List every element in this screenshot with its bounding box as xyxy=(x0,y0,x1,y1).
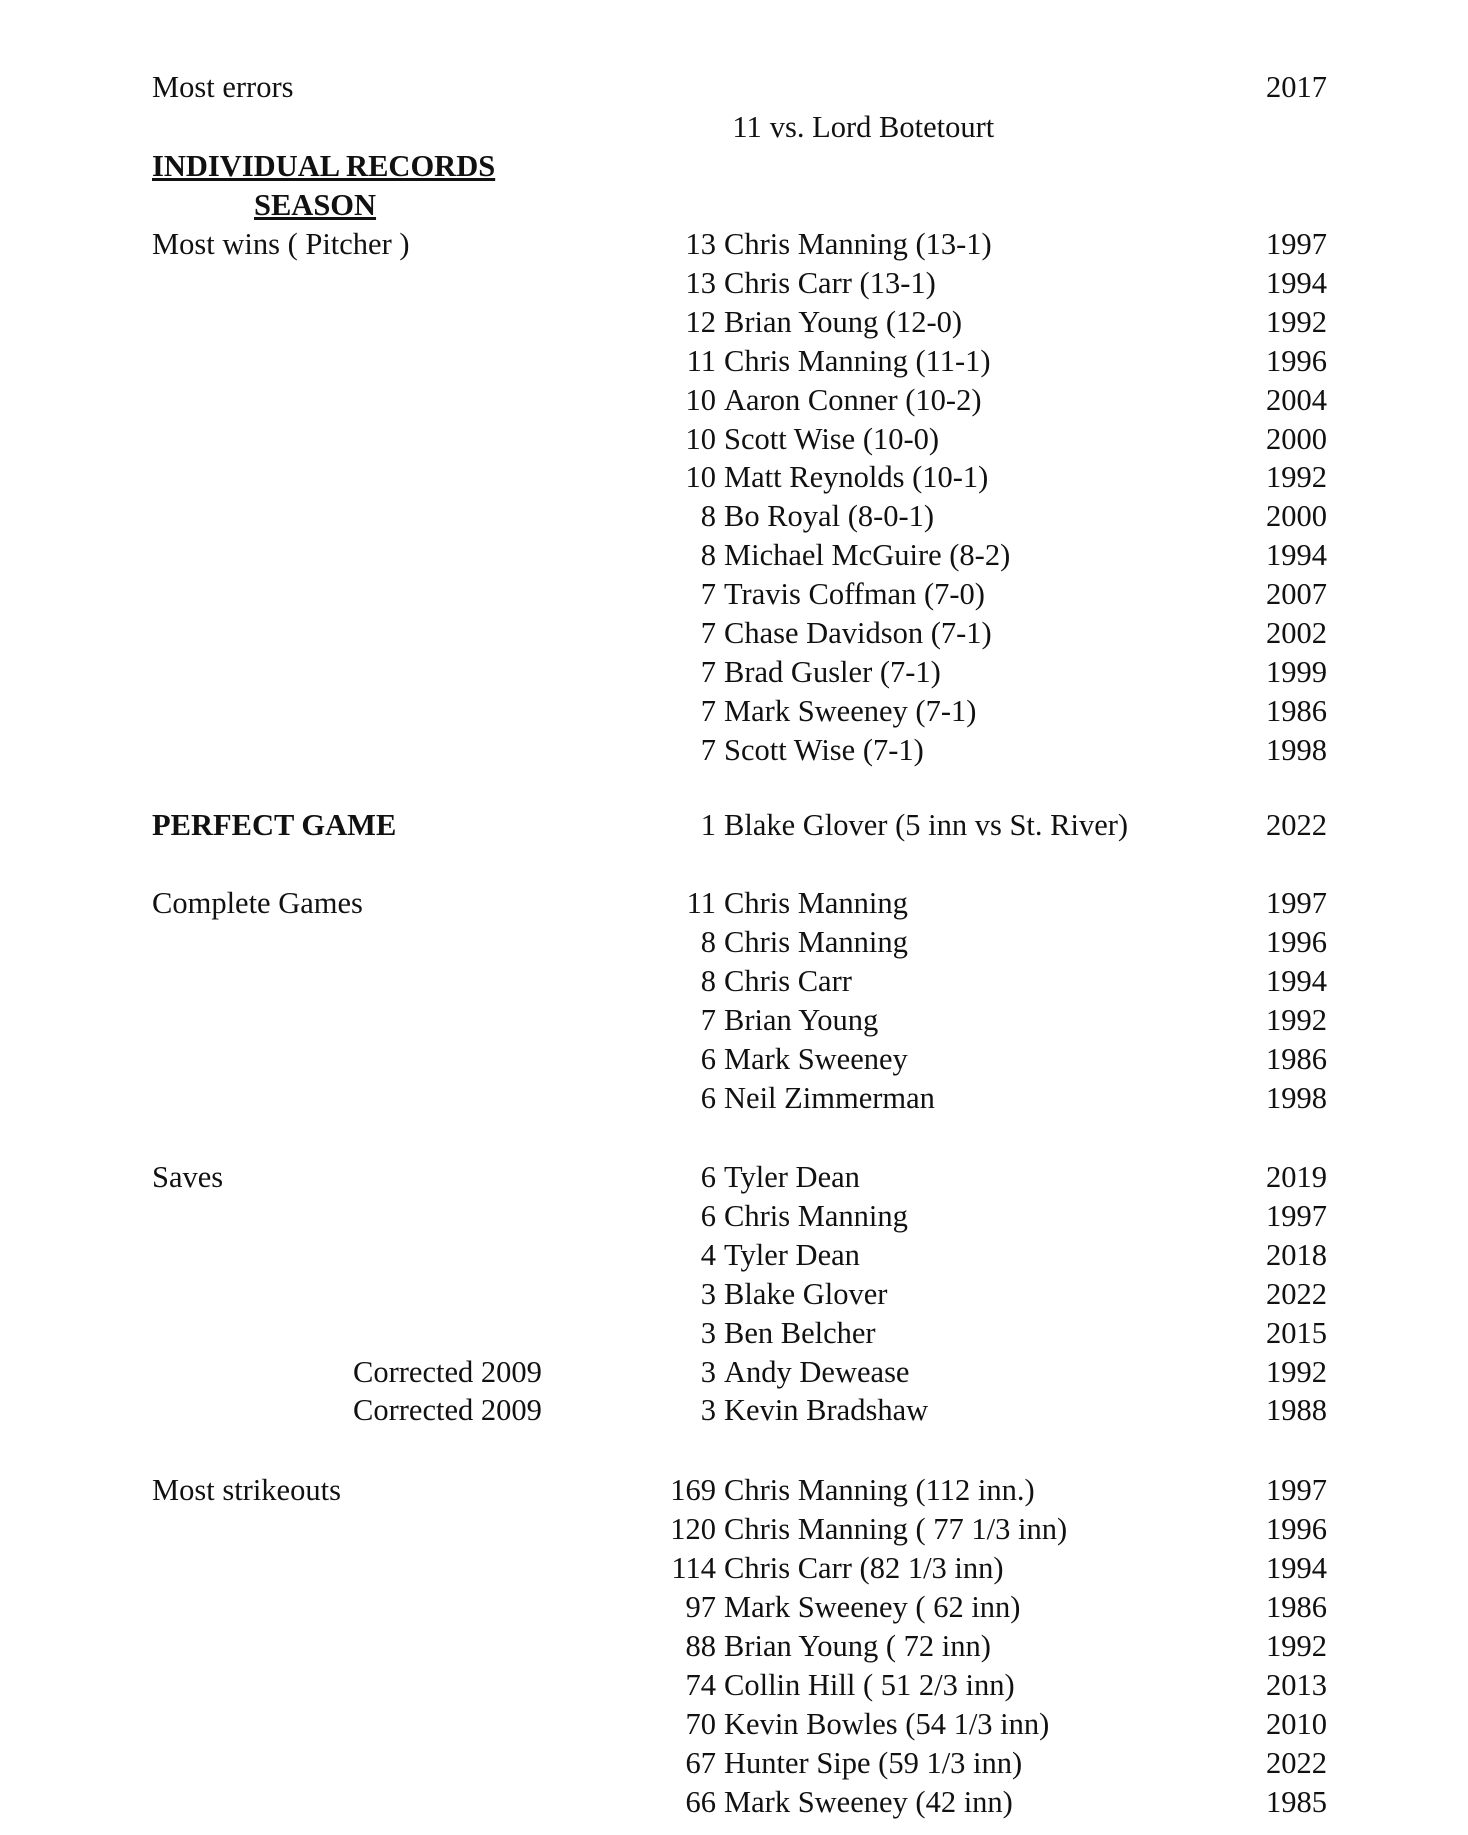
record-row xyxy=(0,1587,1468,1627)
record-row xyxy=(0,302,1468,342)
record-text: Chris Manning (13-1) xyxy=(724,227,992,261)
record-number: 3 xyxy=(700,1354,716,1389)
record-number: 7 xyxy=(700,654,716,689)
record-year: 2002 xyxy=(1266,616,1327,650)
category-label: Saves xyxy=(152,1160,224,1194)
record-row xyxy=(0,652,1468,692)
record-number: 10 xyxy=(685,460,716,495)
record-row xyxy=(0,1548,1468,1588)
record-row xyxy=(0,1000,1468,1040)
record-value xyxy=(640,1078,1120,1118)
record-number: 8 xyxy=(700,538,716,573)
record-value xyxy=(640,380,1120,420)
correction-note: Corrected 2009 xyxy=(353,1354,542,1389)
record-number: 10 xyxy=(685,421,716,456)
record-value xyxy=(640,1704,1120,1744)
record-text: Chris Manning ( 77 1/3 inn) xyxy=(724,1512,1068,1546)
record-value xyxy=(640,224,1120,264)
record-row xyxy=(0,1509,1468,1549)
record-year: 1986 xyxy=(1266,1042,1327,1076)
record-value xyxy=(640,1352,1120,1392)
record-row-most-errors xyxy=(0,67,1468,144)
record-number: 6 xyxy=(700,1042,716,1076)
record-text: Brian Young (12-0) xyxy=(724,304,963,339)
record-value xyxy=(640,574,1120,614)
record-number: 1 xyxy=(700,808,716,842)
record-value xyxy=(640,961,1120,1001)
record-value xyxy=(640,263,1120,303)
record-row xyxy=(0,1313,1468,1353)
record-number: 66 xyxy=(685,1785,716,1819)
record-text: Tyler Dean xyxy=(724,1237,860,1272)
record-year: 1996 xyxy=(1266,925,1327,959)
heading-individual-records: INDIVIDUAL RECORDS xyxy=(152,149,496,183)
record-value xyxy=(640,341,1120,381)
record-number: 6 xyxy=(700,1081,716,1115)
record-year: 2007 xyxy=(1266,577,1327,612)
record-year: 2017 xyxy=(1266,70,1327,104)
record-text: Scott Wise (10-0) xyxy=(724,421,940,456)
record-year: 1997 xyxy=(1266,886,1327,920)
record-value xyxy=(640,457,1120,497)
record-number: 67 xyxy=(685,1746,716,1780)
record-year: 1994 xyxy=(1266,538,1327,573)
record-number: 97 xyxy=(685,1590,716,1624)
record-row xyxy=(0,1665,1468,1705)
record-text: Mark Sweeney xyxy=(724,1042,908,1076)
record-text: Kevin Bradshaw xyxy=(724,1393,929,1428)
record-number: 13 xyxy=(685,265,716,300)
record-text: Kevin Bowles (54 1/3 inn) xyxy=(724,1707,1050,1741)
record-value xyxy=(640,1313,1120,1353)
record-value xyxy=(640,67,1120,187)
record-number: 8 xyxy=(700,964,716,998)
record-value xyxy=(640,652,1120,692)
record-text: Chris Carr xyxy=(724,964,852,998)
record-row xyxy=(0,1626,1468,1666)
record-value xyxy=(640,1235,1120,1275)
record-year: 1994 xyxy=(1266,1551,1327,1585)
record-year: 2000 xyxy=(1266,421,1327,456)
record-row xyxy=(0,457,1468,497)
record-number: 10 xyxy=(685,382,716,417)
record-text: Chris Carr (82 1/3 inn) xyxy=(724,1551,1004,1585)
record-value xyxy=(640,302,1120,342)
record-row xyxy=(0,535,1468,575)
record-row xyxy=(0,496,1468,536)
record-year: 2018 xyxy=(1266,1237,1327,1272)
category-label: Most strikeouts xyxy=(152,1473,341,1507)
record-row xyxy=(0,1039,1468,1079)
record-year: 1986 xyxy=(1266,693,1327,728)
record-year: 2022 xyxy=(1266,1276,1327,1311)
record-text: Blake Glover xyxy=(724,1276,888,1311)
record-value xyxy=(640,805,1129,845)
record-number: 13 xyxy=(685,227,716,261)
record-row xyxy=(0,883,1468,923)
record-row xyxy=(0,1470,1468,1510)
record-text: Tyler Dean xyxy=(724,1160,860,1194)
record-row xyxy=(0,341,1468,381)
record-value xyxy=(640,419,1120,459)
record-row xyxy=(0,613,1468,653)
record-row xyxy=(0,263,1468,303)
record-row xyxy=(0,922,1468,962)
record-row xyxy=(0,1078,1468,1118)
record-year: 1994 xyxy=(1266,964,1327,998)
record-text: Ben Belcher xyxy=(724,1315,876,1350)
record-text: Mark Sweeney (42 inn) xyxy=(724,1785,1013,1819)
record-row xyxy=(0,1196,1468,1236)
record-text: Collin Hill ( 51 2/3 inn) xyxy=(724,1668,1015,1702)
category-label: Complete Games xyxy=(152,886,363,920)
record-text: Andy Dewease xyxy=(724,1354,910,1389)
record-text: Chris Manning (11-1) xyxy=(724,343,991,378)
record-text: Scott Wise (7-1) xyxy=(724,732,924,767)
record-text: Mark Sweeney ( 62 inn) xyxy=(724,1590,1021,1624)
record-value xyxy=(640,691,1120,731)
record-row xyxy=(0,1235,1468,1275)
record-value xyxy=(640,1587,1120,1627)
record-row xyxy=(0,1157,1468,1197)
record-year: 1986 xyxy=(1266,1590,1327,1624)
heading-season: SEASON xyxy=(254,188,377,222)
record-value xyxy=(640,730,1120,770)
record-number: 4 xyxy=(700,1237,716,1272)
record-year: 1998 xyxy=(1266,732,1327,767)
record-value xyxy=(640,1000,1120,1040)
record-row xyxy=(0,961,1468,1001)
record-value xyxy=(640,1274,1120,1314)
record-text: Bo Royal (8-0-1) xyxy=(724,499,935,534)
record-year: 2004 xyxy=(1266,382,1327,417)
record-value xyxy=(640,1039,1120,1079)
record-text: Mark Sweeney (7-1) xyxy=(724,693,977,728)
record-value xyxy=(640,1470,1120,1510)
record-text: vs. Lord Botetourt xyxy=(769,110,995,144)
record-row xyxy=(0,574,1468,614)
record-year: 2010 xyxy=(1266,1707,1327,1741)
record-year: 2019 xyxy=(1266,1160,1327,1194)
record-number: 114 xyxy=(671,1551,716,1585)
record-number: 11 xyxy=(732,110,762,144)
record-row xyxy=(0,1390,1468,1430)
record-year: 1992 xyxy=(1266,1354,1327,1389)
record-row xyxy=(0,224,1468,264)
record-text: Matt Reynolds (10-1) xyxy=(724,460,989,495)
record-year: 1994 xyxy=(1266,265,1327,300)
record-year: 1998 xyxy=(1266,1081,1327,1115)
record-value xyxy=(640,1196,1120,1236)
record-year: 1992 xyxy=(1266,460,1327,495)
record-text: Hunter Sipe (59 1/3 inn) xyxy=(724,1746,1023,1780)
correction-note: Corrected 2009 xyxy=(353,1393,542,1428)
record-text: Blake Glover (5 inn vs St. River) xyxy=(724,808,1129,842)
record-number: 6 xyxy=(700,1198,716,1233)
record-number: 3 xyxy=(700,1276,716,1311)
category-label: PERFECT GAME xyxy=(152,808,397,842)
record-number: 11 xyxy=(686,886,716,920)
category-label: Most wins ( Pitcher ) xyxy=(152,227,410,261)
record-year: 1997 xyxy=(1266,1198,1327,1233)
record-number: 7 xyxy=(700,1003,716,1037)
record-row xyxy=(0,1274,1468,1314)
record-value xyxy=(640,1626,1120,1666)
record-text: Chase Davidson (7-1) xyxy=(724,616,992,650)
record-row xyxy=(0,691,1468,731)
record-row xyxy=(0,730,1468,770)
record-year: 2022 xyxy=(1266,1746,1327,1780)
record-value xyxy=(640,613,1120,653)
record-number: 7 xyxy=(700,732,716,767)
category-label: Most errors xyxy=(152,70,294,104)
record-number: 7 xyxy=(700,693,716,728)
record-year: 2013 xyxy=(1266,1668,1327,1702)
record-number: 7 xyxy=(700,577,716,612)
record-text: Chris Carr (13-1) xyxy=(724,265,936,300)
record-value xyxy=(640,535,1120,575)
record-row xyxy=(0,1743,1468,1783)
record-year: 1985 xyxy=(1266,1785,1327,1819)
record-year: 1997 xyxy=(1266,1473,1327,1507)
record-year: 2000 xyxy=(1266,499,1327,534)
record-text: Brian Young xyxy=(724,1003,879,1037)
record-number: 120 xyxy=(670,1512,716,1546)
record-number: 3 xyxy=(700,1393,716,1428)
record-text: Brian Young ( 72 inn) xyxy=(724,1629,991,1663)
record-value xyxy=(640,496,1120,536)
record-number: 6 xyxy=(700,1160,716,1194)
record-value xyxy=(640,1782,1120,1822)
record-number: 88 xyxy=(685,1629,716,1663)
record-year: 2015 xyxy=(1266,1315,1327,1350)
record-value xyxy=(640,1548,1120,1588)
record-text: Chris Manning xyxy=(724,925,908,959)
record-text: Travis Coffman (7-0) xyxy=(724,577,985,612)
record-year: 1999 xyxy=(1266,654,1327,689)
record-text: Michael McGuire (8-2) xyxy=(724,538,1011,573)
record-year: 1988 xyxy=(1266,1393,1327,1428)
record-number: 12 xyxy=(685,304,716,339)
record-text: Brad Gusler (7-1) xyxy=(724,654,941,689)
record-number: 11 xyxy=(686,343,716,378)
record-row xyxy=(0,380,1468,420)
record-value xyxy=(640,1743,1120,1783)
record-year: 1996 xyxy=(1266,1512,1327,1546)
record-number: 8 xyxy=(700,925,716,959)
record-year: 1996 xyxy=(1266,343,1327,378)
record-text: Neil Zimmerman xyxy=(724,1081,935,1115)
record-row xyxy=(0,1704,1468,1744)
record-number: 3 xyxy=(700,1315,716,1350)
record-value xyxy=(640,1157,1120,1197)
record-number: 70 xyxy=(685,1707,716,1741)
record-year: 1992 xyxy=(1266,304,1327,339)
record-value xyxy=(640,922,1120,962)
record-number: 7 xyxy=(700,616,716,650)
record-row xyxy=(0,805,1468,845)
record-year: 1992 xyxy=(1266,1003,1327,1037)
record-number: 169 xyxy=(670,1473,716,1507)
record-number: 74 xyxy=(685,1668,716,1702)
record-year: 1992 xyxy=(1266,1629,1327,1663)
record-row xyxy=(0,419,1468,459)
record-value xyxy=(640,883,1120,923)
record-text: Chris Manning xyxy=(724,886,908,920)
record-year: 2022 xyxy=(1266,808,1327,842)
record-text: Chris Manning xyxy=(724,1198,908,1233)
record-text: Aaron Conner (10-2) xyxy=(724,382,982,417)
record-value xyxy=(640,1390,1120,1430)
record-row xyxy=(0,1352,1468,1392)
record-row xyxy=(0,1782,1468,1822)
record-number: 8 xyxy=(700,499,716,534)
record-year: 1997 xyxy=(1266,227,1327,261)
record-value xyxy=(640,1509,1120,1549)
record-text: Chris Manning (112 inn.) xyxy=(724,1473,1035,1507)
record-value xyxy=(640,1665,1120,1705)
